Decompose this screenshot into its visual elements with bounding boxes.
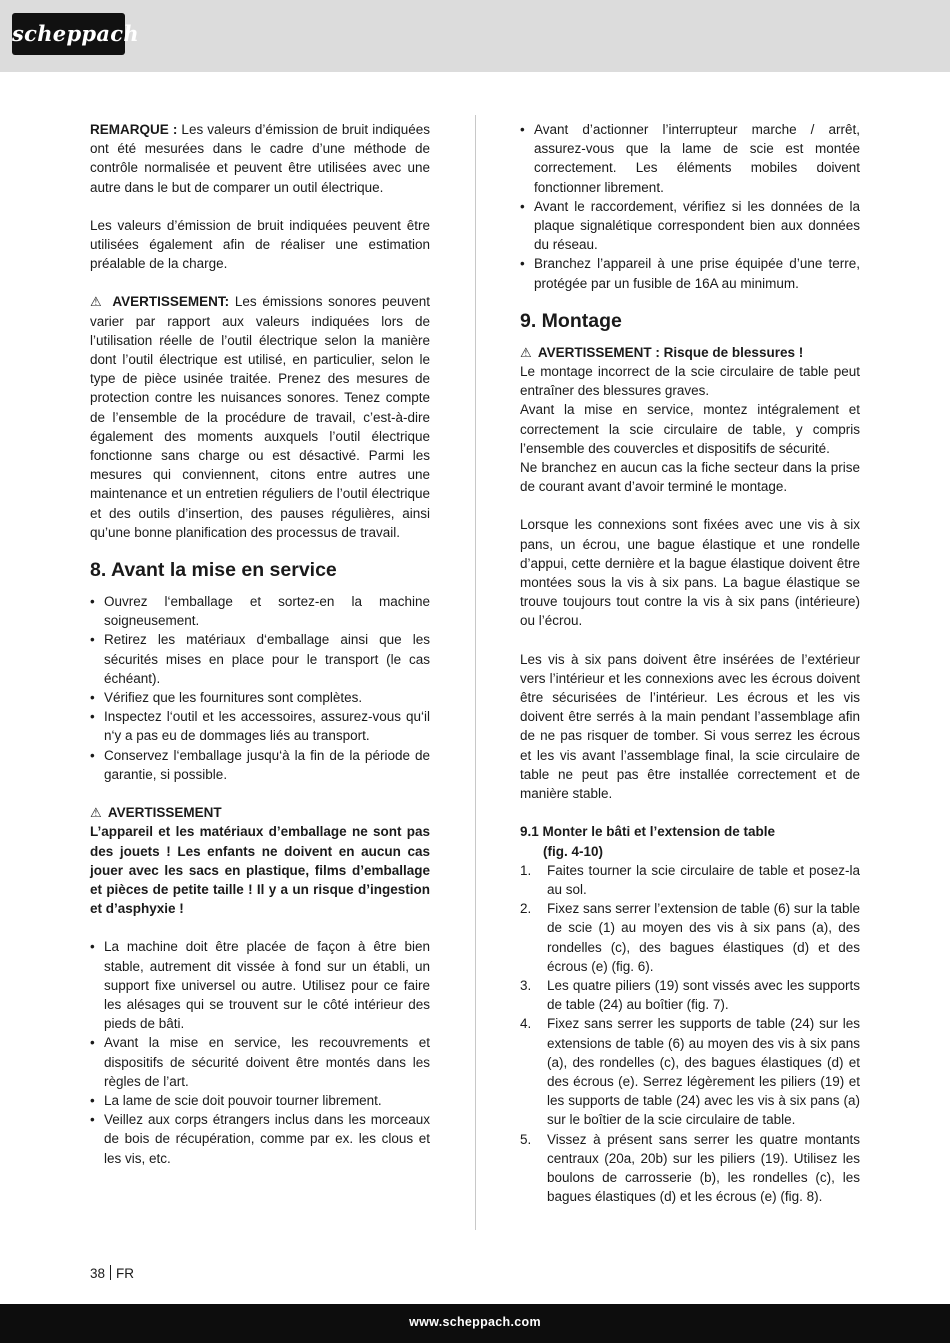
list-item: • Inspectez l‘outil et les accessoires, assurez-vous qu‘il n‘y a pas eu de dommages liés au transport. [90, 707, 430, 745]
step-text: Vissez à présent sans serrer les quatre montants centraux (20a, 20b) sur les piliers (19). Utilisez les boulons de carrosserie (b), les rondelles (c), les bagues élastiques (d) et les écrous (e) (fig. 8). [547, 1131, 860, 1205]
warning-text: Les émissions sonores peuvent varier par rapport aux valeurs indiquées lors de l’utilisation réelle de l’outil électrique selon la manière dont l’outil électrique est utilisé, en particulier, selon le type de pièce usinée traitée. Prenez des mesures de protection contre les nuisances sonores. Tenez compte de l’ensemble de la procédure de travail, c’est-à-dire également des moments auxquels l’outil électrique fonctionne sans charge ou est désactivé. Parmi les mesures qui conviennent, citons entre autres une maintenance et un entretien réguliers de l’outil électrique et des outils d’insertion, des pauses régulières, ainsi qu’une bonne planification des processus de travail. [90, 294, 430, 540]
page-number: 38 [90, 1266, 106, 1281]
warning-packaging-text: L’appareil et les matériaux d’emballage ne sont pas des jouets ! Les enfants ne doivent en aucun cas jouer avec les sacs en plastique, films d’emballage et pièces de petite taille ! Il y a un risque d’ingestion et d’asphyxie ! [90, 824, 430, 917]
warning-injury-line: Le montage incorrect de la scie circulaire de table peut entraîner des blessures graves. [520, 364, 860, 399]
section-9-title: 9. Montage [520, 309, 622, 332]
step-number: 4. [520, 1016, 532, 1032]
step-text: Faites tourner la scie circulaire de table et posez-la au sol. [547, 862, 860, 897]
warning-packaging-title [90, 803, 430, 822]
list-item: • La machine doit être placée de façon à être bien stable, autrement dit vissée à fond sur un établi, un support fixe universel ou autre. Utilisez pour ce faire les alésages qui se trouvent sur le côté intérieur des pieds de bâti. [90, 937, 430, 1033]
subsection-9-1-title [520, 822, 860, 860]
step-item [520, 1014, 860, 1129]
warning-icon: ⚠ [90, 294, 104, 310]
bullet-list-before-start [520, 120, 860, 293]
screws-paragraph: Les vis à six pans doivent être insérées de l’extérieur vers l’intérieur et les connexions avec les écrous doivent être sécurisées de l’intérieur. Les écrous et les vis doivent être serrés à la main pendant l’assemblage afin de ne pas risquer de tomber. Si vous serrez les écrous et les vis avant l’assemblage final, la scie circulaire de table ne peut pas être installée correctement et de manière stable. [520, 651, 860, 802]
warning-injury-label: AVERTISSEMENT : Risque de blessures ! [537, 344, 804, 360]
step-item [520, 976, 860, 1014]
brand-logo: scheppach [12, 13, 125, 55]
list-item: • Veillez aux corps étrangers inclus dans les morceaux de bois de récupération, comme par ex. les clous et les vis, etc. [90, 1110, 430, 1168]
warning-icon: ⚠ [90, 805, 102, 821]
step-item [520, 861, 860, 899]
noise-estimate-paragraph: Les valeurs d’émission de bruit indiquées peuvent être utilisées également afin de réaliser une estimation préalable de la charge. [90, 217, 430, 272]
right-column [520, 120, 860, 1206]
warning-injury-line: Avant la mise en service, montez intégralement et correctement la scie circulaire de table, y compris l’ensemble des couvercles et dispositifs de sécurité. [520, 402, 860, 456]
footer-separator [110, 1265, 111, 1280]
list-item: • Conservez l‘emballage jusqu‘à la fin de la période de garantie, si possible. [90, 746, 430, 784]
bullet-list-unpacking [90, 592, 430, 784]
connections-paragraph: Lorsque les connexions sont fixées avec une vis à six pans, un écrou, une bague élastique et une rondelle d’appui, cette dernière et la bague élastique doivent être montées sous la vis à six pans. La bague élastique se trouve toujours tout contre la vis à six pans (intérieure) ou l’écrou. [520, 517, 860, 629]
header-bar [0, 0, 950, 72]
warning-injury-title [520, 343, 860, 362]
list-item: • La lame de scie doit pouvoir tourner librement. [90, 1091, 430, 1110]
remarque-paragraph [90, 120, 430, 197]
bullet-list-installation [90, 937, 430, 1167]
step-number: 1. [520, 862, 532, 878]
left-column [90, 120, 430, 1168]
step-item [520, 899, 860, 976]
warning-icon: ⚠ [520, 344, 532, 360]
step-number: 2. [520, 901, 532, 917]
list-item: • Vérifiez que les fournitures sont complètes. [90, 688, 430, 707]
list-item: • Avant le raccordement, vérifiez si les données de la plaque signalétique correspondent bien aux données du réseau. [520, 197, 860, 255]
warning-injury-line: Ne branchez en aucun cas la fiche secteur dans la prise de courant avant d’avoir terminé le montage. [520, 460, 860, 495]
list-item: • Avant d’actionner l’interrupteur marche / arrêt, assurez-vous que la lame de scie est montée correctement. Les éléments mobiles doivent fonctionner librement. [520, 120, 860, 197]
footer-bar [0, 1304, 950, 1343]
remarque-text: Les valeurs d’émission de bruit indiquées ont été mesurées dans le cadre d’une méthode de contrôle normalisée et peuvent être utilisées avec une autre dans le but de comparer un outil électrique. [90, 122, 431, 195]
warning-noise-paragraph [90, 292, 430, 542]
list-item: • Avant la mise en service, les recouvrements et dispositifs de sécurité doivent être montés dans les règles de l’art. [90, 1033, 430, 1091]
column-divider [475, 115, 476, 1230]
warning-packaging-label: AVERTISSEMENT [107, 805, 222, 821]
step-number: 3. [520, 977, 532, 993]
numbered-steps [520, 861, 860, 1207]
language-code: FR [116, 1266, 135, 1281]
step-text: Les quatre piliers (19) sont vissés avec les supports de table (24) au boîtier (fig. 7). [547, 977, 860, 1013]
website-link[interactable]: www.scheppach.com [409, 1315, 541, 1329]
list-item: • Retirez les matériaux d‘emballage ainsi que les sécurités mises en place pour le transport (le cas échéant). [90, 630, 430, 688]
page-number-footer [90, 1265, 134, 1281]
remarque-label: REMARQUE : [90, 122, 178, 137]
subsection-title-line: 9.1 Monter le bâti et l’extension de table [520, 824, 776, 840]
list-item: • Branchez l’appareil à une prise équipée d’une terre, protégée par un fusible de 16A au minimum. [520, 254, 860, 292]
step-item [520, 1130, 860, 1207]
step-text: Fixez sans serrer les supports de table (24) sur les extensions de table (6) au moyen des vis à six pans (a), des rondelles (c), des bagues élastiques (d) et des écrous (e). Serrez légèrement les piliers (19) et les supports de table (24) avec les vis à six pans (a) sur le boîtier de la scie circulaire de table. [547, 1016, 860, 1128]
list-item: • Ouvrez l‘emballage et sortez-en la machine soigneusement. [90, 592, 430, 630]
section-8-title: 8. Avant la mise en service [90, 559, 337, 582]
warning-label: AVERTISSEMENT: [112, 294, 230, 310]
step-number: 5. [520, 1131, 532, 1147]
subsection-figure-ref: (fig. 4-10) [543, 843, 604, 859]
step-text: Fixez sans serrer l’extension de table (6) sur la table de scie (1) au moyen des vis à six pans (a), des rondelles (c), des bagues élastiques (d) et des écrous (e) (fig. 6). [547, 901, 860, 974]
